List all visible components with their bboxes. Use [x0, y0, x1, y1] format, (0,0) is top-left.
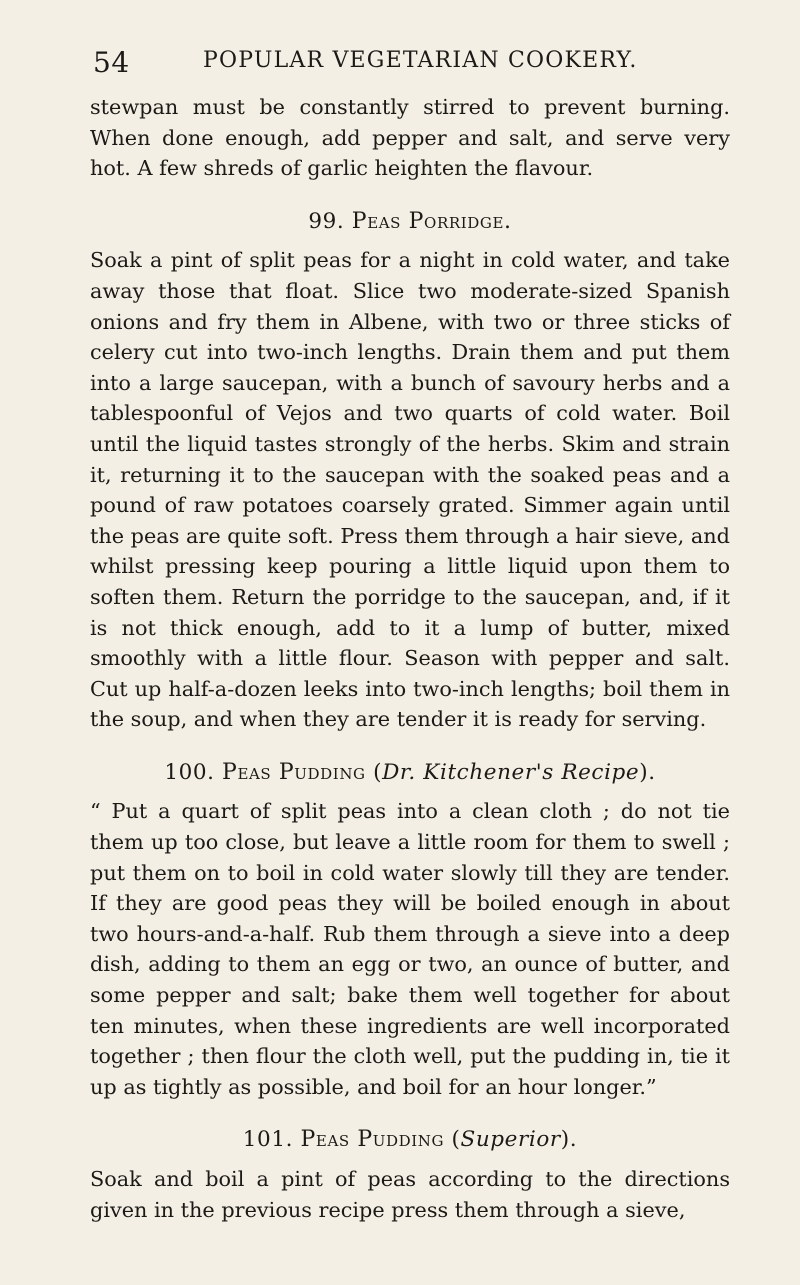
- subtitle-open-paren: (: [373, 759, 383, 785]
- recipe-paragraph-101: Soak and boil a pint of peas according to the directions given in the previous recipe press them through a sieve,: [90, 1167, 730, 1222]
- recipe-title: Peas Porridge.: [351, 208, 512, 234]
- continuation-paragraph: stewpan must be constantly stirred to prevent burning. When done enough, add pepper and salt, and serve very hot. A few shreds of garlic heighten the flavour.: [90, 95, 730, 181]
- subtitle-close-paren: ).: [639, 759, 656, 785]
- recipe-heading-101: [90, 1125, 730, 1156]
- recipe-number: 100.: [164, 759, 215, 785]
- recipe-number: 99.: [308, 208, 345, 234]
- recipe-subtitle: Dr. Kitchener's Recipe: [382, 759, 640, 785]
- recipe-title: Peas Pudding: [300, 1127, 445, 1153]
- running-title: POPULAR VEGETARIAN COOKERY.: [203, 48, 638, 73]
- recipe-heading-100: [90, 758, 730, 789]
- body-text: [90, 92, 730, 1225]
- recipe-subtitle: Superior: [460, 1127, 561, 1153]
- subtitle-open-paren: (: [451, 1127, 461, 1153]
- running-head: [93, 40, 733, 80]
- recipe-title: Peas Pudding: [222, 759, 366, 785]
- page-number: 54: [93, 46, 130, 79]
- recipe-heading-99: [90, 207, 730, 238]
- recipe-number: 101.: [242, 1127, 294, 1153]
- subtitle-close-paren: ).: [560, 1127, 578, 1153]
- recipe-paragraph-99: Soak a pint of split peas for a night in cold water, and take away those that float. Slice two moderate-sized Spanish onions and fry them in Albene, with two or three sticks of celery cut into two-inch lengths. Drain them and put them into a large saucepan, with a bunch of savoury herbs and a tablespoonful of Vejos and two quarts of cold water. Boil until the liquid tastes strongly of the herbs. Skim and strain it, returning it to the saucepan with the soaked peas and a pound of raw potatoes coarsely grated. Simmer again until the peas are quite soft. Press them through a hair sieve, and whilst pressing keep pouring a little liquid upon them to soften them. Return the porridge to the saucepan, and, if it is not thick enough, add to it a lump of butter, mixed smoothly with a little flour. Season with pepper and salt. Cut up half-a-dozen leeks into two-inch lengths; boil them in the soup, and when they are tender it is ready for serving.: [90, 248, 730, 732]
- recipe-paragraph-100: “ Put a quart of split peas into a clean cloth ; do not tie them up too close, but leave a little room for them to swell ; put them on to boil in cold water slowly till they are tender. If they are good peas they will be boiled enough in about two hours-and-a-half. Rub them through a sieve into a deep dish, adding to them an egg or two, an ounce of butter, and some pepper and salt; bake them well together for about ten minutes, when these ingredients are well incorporated together ; then flour the cloth well, put the pudding in, tie it up as tightly as possible, and boil for an hour longer.”: [90, 799, 730, 1099]
